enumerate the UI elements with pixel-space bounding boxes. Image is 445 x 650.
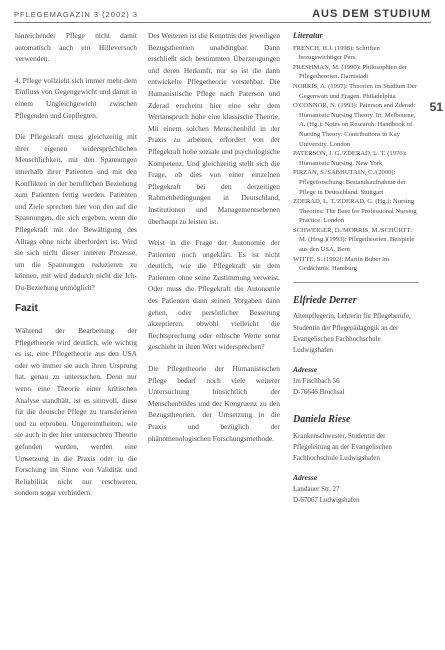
paragraph: Des Weiteren ist die Kenntnis der jeweiligen Bezugstheorien unabdingbar. Dann erschließt sich bestimmten Überzeugungen und deren Herkunft, nur so ist die dann entwickelte Pflegetheorie verstehbar. Die Humanistische Pflege nach Paterson und Zderad erscheint hier eine sehr dem Wertanspruch hohe eine klassische Theorie, Mit einem solchen Menschenbild in der Praxis zu arbeiten, erfordert von der Pflegekraft hohe soziale und psychologische Kompetenz. Und gleichzeitig stellt sich die Frage, ob dies von einer einzelnen Pflegekraft bei den derzeitigen Rahmenbedingungen in Deutschland, Institutionen und Managementsebenen überhaupt zu leisten ist.	[148, 31, 280, 226]
author-block	[293, 295, 419, 398]
literature-heading: Literatur	[293, 31, 323, 40]
literature-entry: FRENCH, H.J. (1998): Schriften bezugswichtiger Pers.	[293, 44, 380, 62]
author-bio: Krankenschwester, Studentin der Pflegeleitung an der Evangelischen Fachhochschule Ludwigshafen	[293, 431, 392, 463]
paragraph: Weist in die Frage der Autonomie der Patienten noch ungeklärt. Es ist nicht deutlich, wie die Pflegekraft sie dem Patienten ohne seine Zustimmung verweist. Oder muss die Pflegekraft die Autonomie des Patienten dann seinen Vorgaben dann gehen, oder persönlicher Besserung akzeptieren, obwohl vielleicht die Rechtsprechung oder ethische Werte sonst geschieht in ihren Wert widersprechen?	[148, 238, 280, 352]
paragraph: Die Pflegetheorie der Humanistischen Pflege bedarf noch viele weiterer Untersuchung hinsichtlich der Menschenbildes und der Kongruenz zu den Bezugstheorien, der Umsetzung in die Praxis und bezüglich der phänomenologischen Forschungsmethode.	[148, 364, 280, 443]
author-block	[293, 414, 419, 506]
address-line: Landauer Str. 27	[293, 485, 340, 494]
divider	[293, 282, 419, 283]
magazine-title: PFLEGEMAGAZIN 3 (2002) 3	[14, 10, 139, 19]
address-line: Im Fischbach 56	[293, 376, 340, 385]
literature-entry: WITTE, S. (1992): Martin Buber im Gedächtnis. Hamburg	[293, 255, 390, 273]
column-left	[15, 30, 137, 509]
author-bio: Altenpflegerin, Lehrerin für Pflegeberufe, Studentin der Pflegepädagogik an der Evangelischen Fachhochschule Ludwigshafen	[293, 312, 411, 355]
paragraph: hinreichender Pflege nicht damit automatisch auch ein Hilfeversuch verwenden.	[15, 31, 137, 64]
page-header	[14, 8, 431, 22]
section-title: AUS DEM STUDIUM	[312, 8, 431, 20]
page-number: 51	[429, 100, 443, 114]
literature-entry: ZDERAD, L. T./ZDERAD, G. (Hg.): Nursing Theories: The Base for Professional Nursing Practice. London	[293, 198, 417, 225]
literature-entry: FRESHMAN, M. (1990): Philosophien der Pflegetheorien. Darmstadt	[293, 63, 407, 81]
literature-entry: PATERSON, J. G./ZDERAD, L. T. (1976): Humanistic Nursing. New York	[293, 150, 407, 167]
literature-entry: NORRIS, A. (1997): Theorien im Studium Der Gegenwart und Fragen. Philadelphia	[293, 82, 418, 100]
paragraph: Während der Bearbeitung der Pflegetheorie wird deutlich, wie wichtig es ist, eine Pflegetheorie aus den USA oder wo immer sie auch ihren Ursprung hat, genau zu untersuchen. Denn nur wenn eine Theorie einer kritischen Analyse standhält, ist es sinnvoll, diese für die deutsche Pflege zu transferieren und zu erproben. Ungereimtheiten, wie sie auch in der hier untersuchten Theorie gefunden wurden, werden eine Umsetzung in die Praxis oder in die Forschung im Sinne von Validität und Reliabilität nicht nur erschweren, sondern sogar verhindern.	[15, 326, 137, 498]
address-label: Adresse	[293, 473, 318, 483]
literature-entry: O'CONNOR, N. (1993): Paterson and Zderad: Humanistic Nursing Theory. In: Melbourne, A. (Hg.): Notes on Research: Handbook of Nursing Theory: Contributions to Kay University. London	[293, 102, 416, 148]
header-rule	[14, 22, 431, 23]
address-line: D-76646 Bruchsal	[293, 388, 345, 397]
author-name: Elfriede Derrer	[293, 294, 357, 306]
paragraph: Die Pflegekraft muss gleichzeitig mit ihrer eigenen widersprüchlichen Menschlichkeit, mit den Spannungen innerhalb ihrer Patienten und mit den Konflikten in der beruflichen Beziehung zum Patienten fertig werden. Patienten und Ziele sprechen hier von den auf die Spannungen, die sich ergeben, wenn die Pflegekraft mit der Bewältigung des Alltags ohne nicht überfordert ist. Wird sie sich nicht dieser inneren Prozesse, um die Spannungen reduzieren zu können, mit wird dadurch nicht die Ich-Du-Beziehung unmöglich?	[15, 132, 137, 292]
author-name: Daniela Riese	[293, 414, 351, 426]
address-line: D-67067 Ludwigshafen	[293, 496, 360, 505]
column-right	[293, 30, 419, 522]
literature-entry: PIRZAN, S./SABHUTAIN, C./(2000): Pflegeforschung: Bestandsaufnahme der Pflege in Deutschland. Stuttgart	[293, 169, 406, 196]
paragraph: 4. Pflege vollzieht sich immer mehr dem Einfluss von Gegengewicht und damit in einem Ungleichgewicht zwischen Pflegenden und Gepflegten.	[15, 75, 137, 120]
literature-entry: SCHWEIGER, D./MORRIS, M./SCHÜRTT: M. (Hrsg.)(1993): Pflegetheorien. Beispiele aus den USA. Bern	[293, 226, 415, 254]
address-label: Adresse	[293, 365, 318, 375]
column-middle	[148, 30, 280, 454]
fazit-heading: Fazit	[15, 303, 38, 315]
